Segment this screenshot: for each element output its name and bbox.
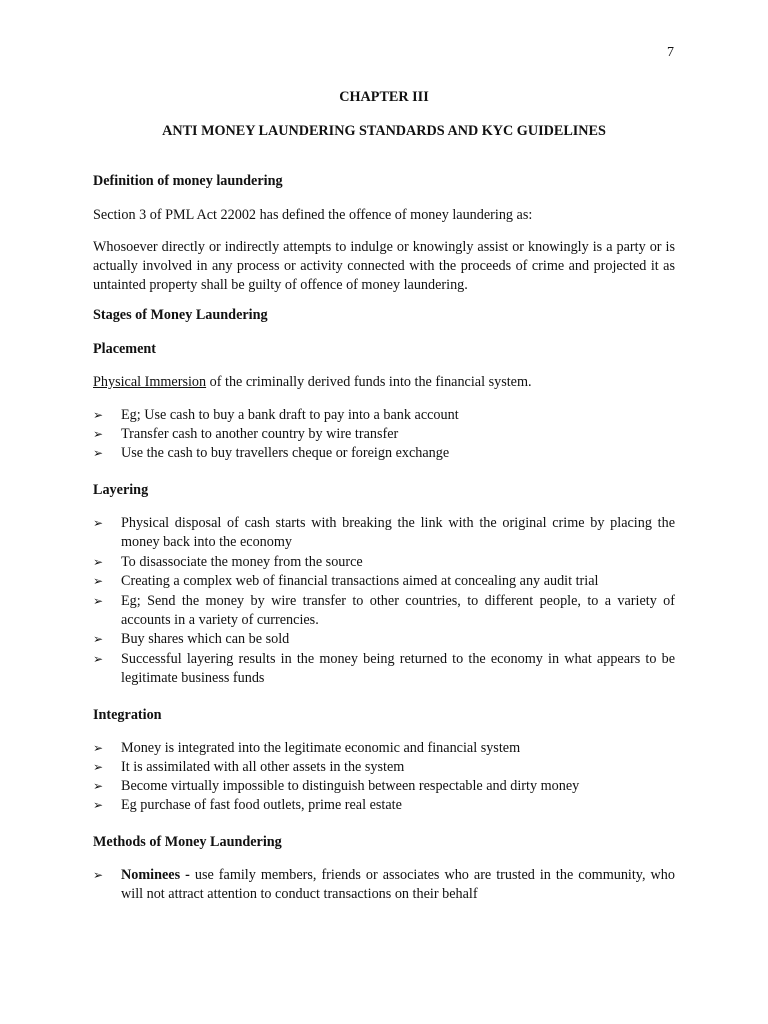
stages-heading: Stages of Money Laundering — [93, 307, 268, 323]
bullet-arrow-icon: ➢ — [93, 427, 104, 441]
integration-list — [93, 739, 675, 815]
list-item-text: Eg; Send the money by wire transfer to other countries, to different people, to a variety of accounts in a variety of currencies. — [121, 592, 675, 629]
list-item-text: To disassociate the money from the source — [121, 553, 363, 570]
nominees-text: use family members, friends or associates who are trusted in the community, who will not attract attention to conduct transactions on their behalf — [121, 867, 675, 902]
list-item — [93, 796, 675, 815]
layering-heading: Layering — [93, 482, 149, 498]
bullet-arrow-icon: ➢ — [93, 632, 104, 647]
list-item-text: Creating a complex web of financial transactions aimed at concealing any audit trial — [121, 573, 599, 590]
bullet-arrow-icon: ➢ — [93, 868, 104, 882]
list-item — [93, 630, 675, 649]
list-item — [93, 572, 675, 591]
bullet-arrow-icon: ➢ — [93, 574, 104, 589]
list-item-text: Use the cash to buy travellers cheque or foreign exchange — [121, 445, 450, 461]
definition-text: Whosoever directly or indirectly attempts to indulge or knowingly assist or knowingly is a party or is actually involved in any process or activity connected with the proceeds of crime and projected it as untainted property shall be guilty of offence of money laundering. — [93, 239, 675, 293]
list-item — [93, 758, 675, 777]
page-title: ANTI MONEY LAUNDERING STANDARDS AND KYC GUIDELINES — [162, 123, 606, 139]
integration-heading: Integration — [93, 707, 162, 723]
list-item — [93, 739, 675, 758]
chapter-label: CHAPTER III — [339, 89, 429, 105]
bullet-arrow-icon: ➢ — [93, 408, 104, 422]
layering-list — [93, 514, 675, 689]
placement-intro — [93, 373, 675, 392]
list-item — [93, 425, 675, 444]
definition-heading: Definition of money laundering — [93, 173, 283, 189]
list-item — [93, 777, 675, 796]
list-item-text: Money is integrated into the legitimate economic and financial system — [121, 740, 521, 756]
methods-list — [93, 866, 675, 904]
list-item-text: It is assimilated with all other assets in the system — [121, 759, 405, 775]
bullet-arrow-icon: ➢ — [93, 516, 104, 530]
list-item — [93, 406, 675, 425]
placement-heading: Placement — [93, 341, 157, 357]
list-item — [93, 444, 675, 463]
list-item — [93, 866, 675, 904]
methods-heading: Methods of Money Laundering — [93, 834, 282, 850]
nominees-label: Nominees - — [121, 867, 190, 883]
placement-intro-underlined: Physical Immersion — [93, 374, 207, 390]
list-item-text: Successful layering results in the money being returned to the economy in what appears to be legitimate business funds — [121, 650, 675, 687]
list-item-text: Buy shares which can be sold — [121, 631, 290, 648]
bullet-arrow-icon: ➢ — [93, 554, 104, 569]
placement-intro-rest: of the criminally derived funds into the financial system. — [206, 374, 532, 390]
bullet-arrow-icon: ➢ — [93, 779, 104, 793]
page-number: 7 — [667, 45, 674, 60]
list-item — [93, 650, 675, 689]
bullet-arrow-icon: ➢ — [93, 446, 104, 460]
list-item-text: Become virtually impossible to distinguish between respectable and dirty money — [121, 778, 580, 794]
bullet-arrow-icon: ➢ — [93, 741, 104, 755]
bullet-arrow-icon: ➢ — [93, 760, 104, 774]
placement-list — [93, 406, 675, 463]
list-item-text: Physical disposal of cash starts with breaking the link with the original crime by placing the money back into the economy — [121, 515, 675, 551]
list-item — [93, 553, 675, 572]
definition-intro: Section 3 of PML Act 22002 has defined the offence of money laundering as: — [93, 207, 533, 223]
bullet-arrow-icon: ➢ — [93, 593, 104, 608]
bullet-arrow-icon: ➢ — [93, 798, 104, 812]
list-item — [93, 514, 675, 553]
bullet-arrow-icon: ➢ — [93, 651, 104, 666]
list-item-text: Transfer cash to another country by wire transfer — [121, 426, 399, 442]
list-item — [93, 592, 675, 631]
list-item-text: Eg; Use cash to buy a bank draft to pay into a bank account — [121, 407, 459, 423]
list-item-text: Eg purchase of fast food outlets, prime real estate — [121, 797, 402, 813]
